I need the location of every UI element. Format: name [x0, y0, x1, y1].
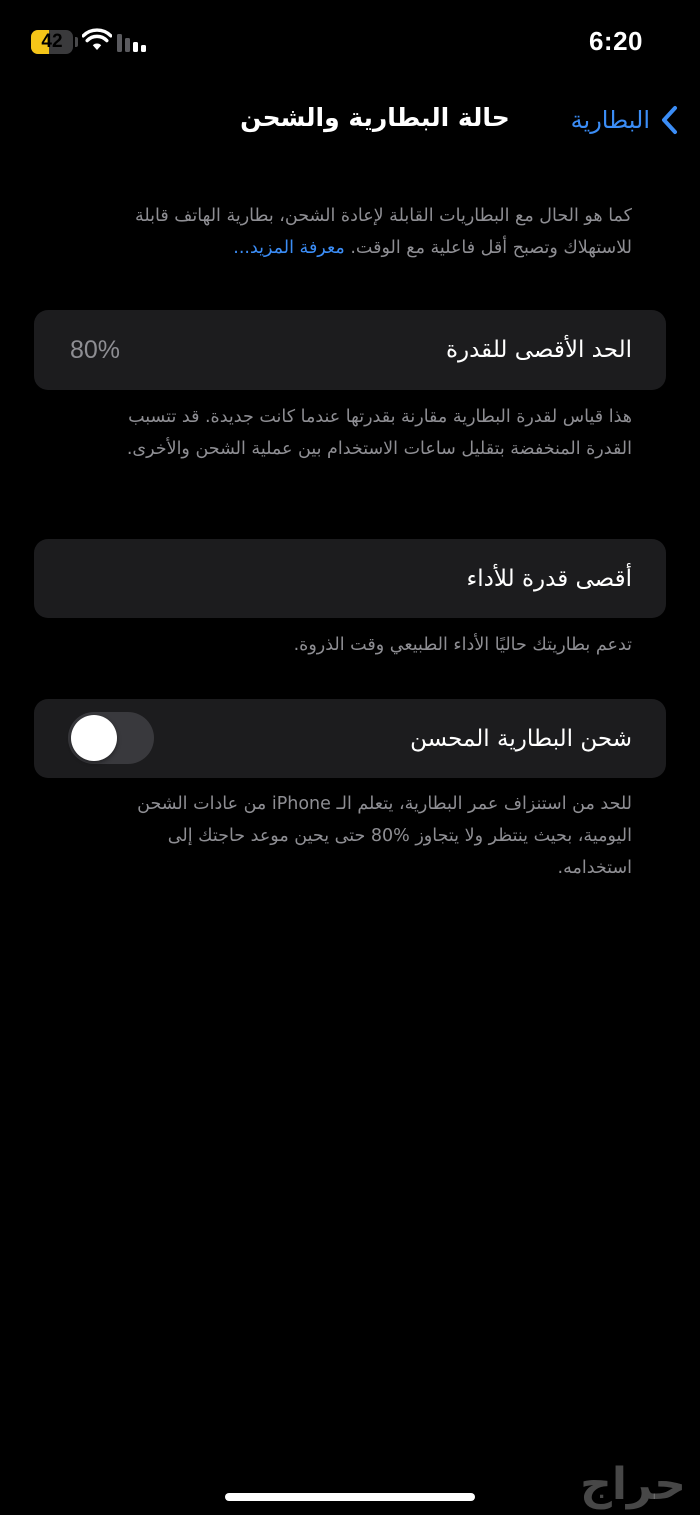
- page-title: حالة البطارية والشحن: [240, 103, 510, 132]
- optimized-charging-toggle[interactable]: [68, 712, 154, 764]
- wifi-icon: [82, 28, 112, 52]
- peak-performance-cell: [34, 539, 666, 618]
- toggle-knob: [71, 715, 117, 761]
- chevron-left-icon: [660, 104, 680, 136]
- optimized-charging-label: شحن البطارية المحسن: [410, 726, 632, 752]
- max-capacity-label: الحد الأقصى للقدرة: [445, 337, 632, 363]
- optimized-charging-cell: [34, 699, 666, 778]
- back-button[interactable]: [571, 98, 680, 142]
- learn-more-link[interactable]: معرفة المزيد...: [233, 238, 345, 258]
- intro-text: [96, 200, 632, 264]
- battery-level: 42: [41, 31, 63, 52]
- status-time: 6:20: [588, 26, 643, 56]
- cellular-signal-icon: [117, 33, 151, 53]
- back-label: البطارية: [570, 106, 650, 134]
- home-indicator[interactable]: [225, 1493, 475, 1501]
- battery-tip: [75, 37, 78, 47]
- status-bar: [0, 0, 700, 86]
- battery-icon: [31, 30, 73, 54]
- peak-performance-label: أقصى قدرة للأداء: [466, 566, 632, 592]
- optimized-charging-footnote: للحد من استنزاف عمر البطارية، يتعلم الـ iPhone من عادات الشحن اليومية، بحيث ينتظر ولا يتجاوز %80 حتى يحين موعد حاجتك إلى استخدامه.: [137, 794, 632, 878]
- max-capacity-footnote: هذا قياس لقدرة البطارية مقارنة بقدرتها عندما كانت جديدة. قد تتسبب القدرة المنخفضة بتقليل ساعات الاستخدام بين عملية الشحن والأخرى.: [126, 407, 632, 459]
- max-capacity-cell: [34, 310, 666, 390]
- max-capacity-value: 80%: [70, 336, 121, 364]
- intro-description: كما هو الحال مع البطاريات القابلة لإعادة الشحن، بطارية الهاتف قابلة للاستهلاك وتصبح أقل فاعلية مع الوقت.: [135, 206, 632, 258]
- watermark-logo: حراج: [580, 1459, 686, 1510]
- peak-performance-footnote: تدعم بطاريتك حاليًا الأداء الطبيعي وقت الذروة.: [293, 635, 632, 655]
